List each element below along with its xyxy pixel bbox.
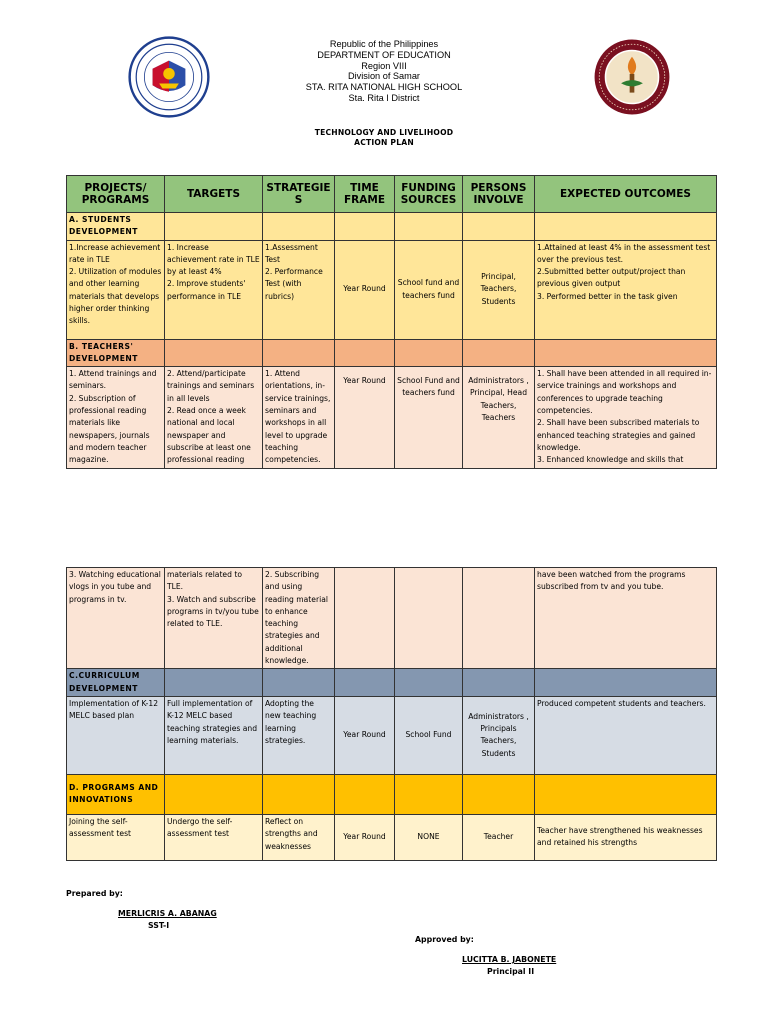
funding-cell: NONE <box>395 814 463 860</box>
approved-by-title: Principal II <box>487 967 535 976</box>
table-row <box>67 814 717 860</box>
programs-cell: Implementation of K-12 MELC based plan <box>67 696 165 774</box>
header-line: Division of Samar <box>348 71 420 82</box>
programs-cell: 1. Attend trainings and seminars. 2. Subscription of professional reading materials like newspapers, journals and modern teacher magazine. <box>67 367 165 468</box>
section-title: A. STUDENTS DEVELOPMENT <box>67 213 165 241</box>
approved-by-label: Approved by: <box>415 935 474 944</box>
outcomes-cell: Produced competent students and teachers. <box>535 696 717 774</box>
outcomes-cell: Teacher have strengthened his weaknesses and retained his strengths <box>535 814 717 860</box>
column-header: STRATEGIES <box>263 176 335 213</box>
section-row <box>67 669 717 697</box>
outcomes-cell: 1.Attained at least 4% in the assessment test over the previous test. 2.Submitted better output/project than previous given output 3. Performed better in the task given <box>535 240 717 339</box>
column-header: TARGETS <box>165 176 263 213</box>
persons-cell: Principal, Teachers, Students <box>463 240 535 339</box>
funding-cell: School fund and teachers fund <box>395 240 463 339</box>
header-line: Republic of the Philippines <box>329 39 439 49</box>
column-header: PROJECTS/ PROGRAMS <box>67 176 165 213</box>
header-line: STA. RITA NATIONAL HIGH SCHOOL <box>305 82 463 93</box>
strategies-cell: Adopting the new teaching learning strategies. <box>263 696 335 774</box>
targets-cell: Full implementation of K-12 MELC based teaching strategies and learning materials. <box>165 696 263 774</box>
targets-cell: 1. Increase achievement rate in TLE by at least 4% 2. Improve students' performance in TLE <box>165 240 263 339</box>
time-frame-cell: Year Round <box>335 240 395 339</box>
column-header: FUNDING SOURCES <box>395 176 463 213</box>
column-header: PERSONS INVOLVE <box>463 176 535 213</box>
prepared-by-title: SST-I <box>148 921 170 930</box>
table-row <box>67 696 717 774</box>
programs-cell: Joining the self-assessment test <box>67 814 165 860</box>
table-row <box>67 367 717 468</box>
prepared-by-label: Prepared by: <box>66 889 123 898</box>
time-frame-cell: Year Round <box>335 814 395 860</box>
header-line: Region VIII <box>361 60 407 71</box>
prepared-by-name: MERLICRIS A. ABANAG <box>118 909 217 918</box>
funding-cell: School Fund and teachers fund <box>395 367 463 468</box>
section-title: B. TEACHERS' DEVELOPMENT <box>67 339 165 367</box>
approved-by-name: LUCITTA B. JABONETE <box>462 955 557 964</box>
strategies-cell: Reflect on strengths and weaknesses <box>263 814 335 860</box>
programs-cell: 3. Watching educational vlogs in you tube and programs in tv. <box>67 568 165 669</box>
persons-cell: Administrators , Principal, Head Teachers, Teachers <box>463 367 535 468</box>
table-row <box>67 568 717 669</box>
action-plan-table <box>66 175 717 469</box>
column-header: TIME FRAME <box>335 176 395 213</box>
persons-cell: Teacher <box>463 814 535 860</box>
section-row <box>67 339 717 367</box>
funding-cell: School Fund <box>395 696 463 774</box>
letterhead <box>0 39 768 104</box>
action-plan-table-continued <box>66 567 717 861</box>
time-frame-cell: Year Round <box>335 696 395 774</box>
document-title <box>0 128 768 148</box>
time-frame-cell: Year Round <box>335 367 395 468</box>
column-header: EXPECTED OUTCOMES <box>535 176 717 213</box>
outcomes-cell: 1. Shall have been attended in all required in-service trainings and workshops and conferences to upgrade teaching competencies. 2. Shall have been subscribed materials to enhanced teaching strategies and gained knowledge. 3. Enhanced knowledge and skills that <box>535 367 717 468</box>
section-row <box>67 213 717 241</box>
title-line: TECHNOLOGY AND LIVELIHOOD <box>314 128 454 137</box>
section-title: D. PROGRAMS AND INNOVATIONS <box>67 774 165 814</box>
strategies-cell: 1.Assessment Test 2. Performance Test (with rubrics) <box>263 240 335 339</box>
outcomes-cell: have been watched from the programs subscribed from tv and you tube. <box>535 568 717 669</box>
title-line: ACTION PLAN <box>354 138 414 147</box>
targets-cell: Undergo the self-assessment test <box>165 814 263 860</box>
section-title: C.CURRICULUM DEVELOPMENT <box>67 669 165 697</box>
persons-cell: Administrators , Principals Teachers, Students <box>463 696 535 774</box>
header-line: Sta. Rita I District <box>348 92 420 103</box>
header-line: DEPARTMENT OF EDUCATION <box>317 49 451 60</box>
strategies-cell: 2. Subscribing and using reading material to enhance teaching strategies and additional knowledge. <box>263 568 335 669</box>
targets-cell: 2. Attend/participate trainings and seminars in all levels 2. Read once a week national and local newspaper and subscribe at least one professional reading <box>165 367 263 468</box>
programs-cell: 1.Increase achievement rate in TLE 2. Utilization of modules and other learning materials that develops higher order thinking skills. <box>67 240 165 339</box>
strategies-cell: 1. Attend orientations, in-service trainings, seminars and workshops in all level to upgrade teaching competencies. <box>263 367 335 468</box>
targets-cell: materials related to TLE. 3. Watch and subscribe programs in tv/you tube related to TLE. <box>165 568 263 669</box>
table-row <box>67 240 717 339</box>
section-row <box>67 774 717 814</box>
